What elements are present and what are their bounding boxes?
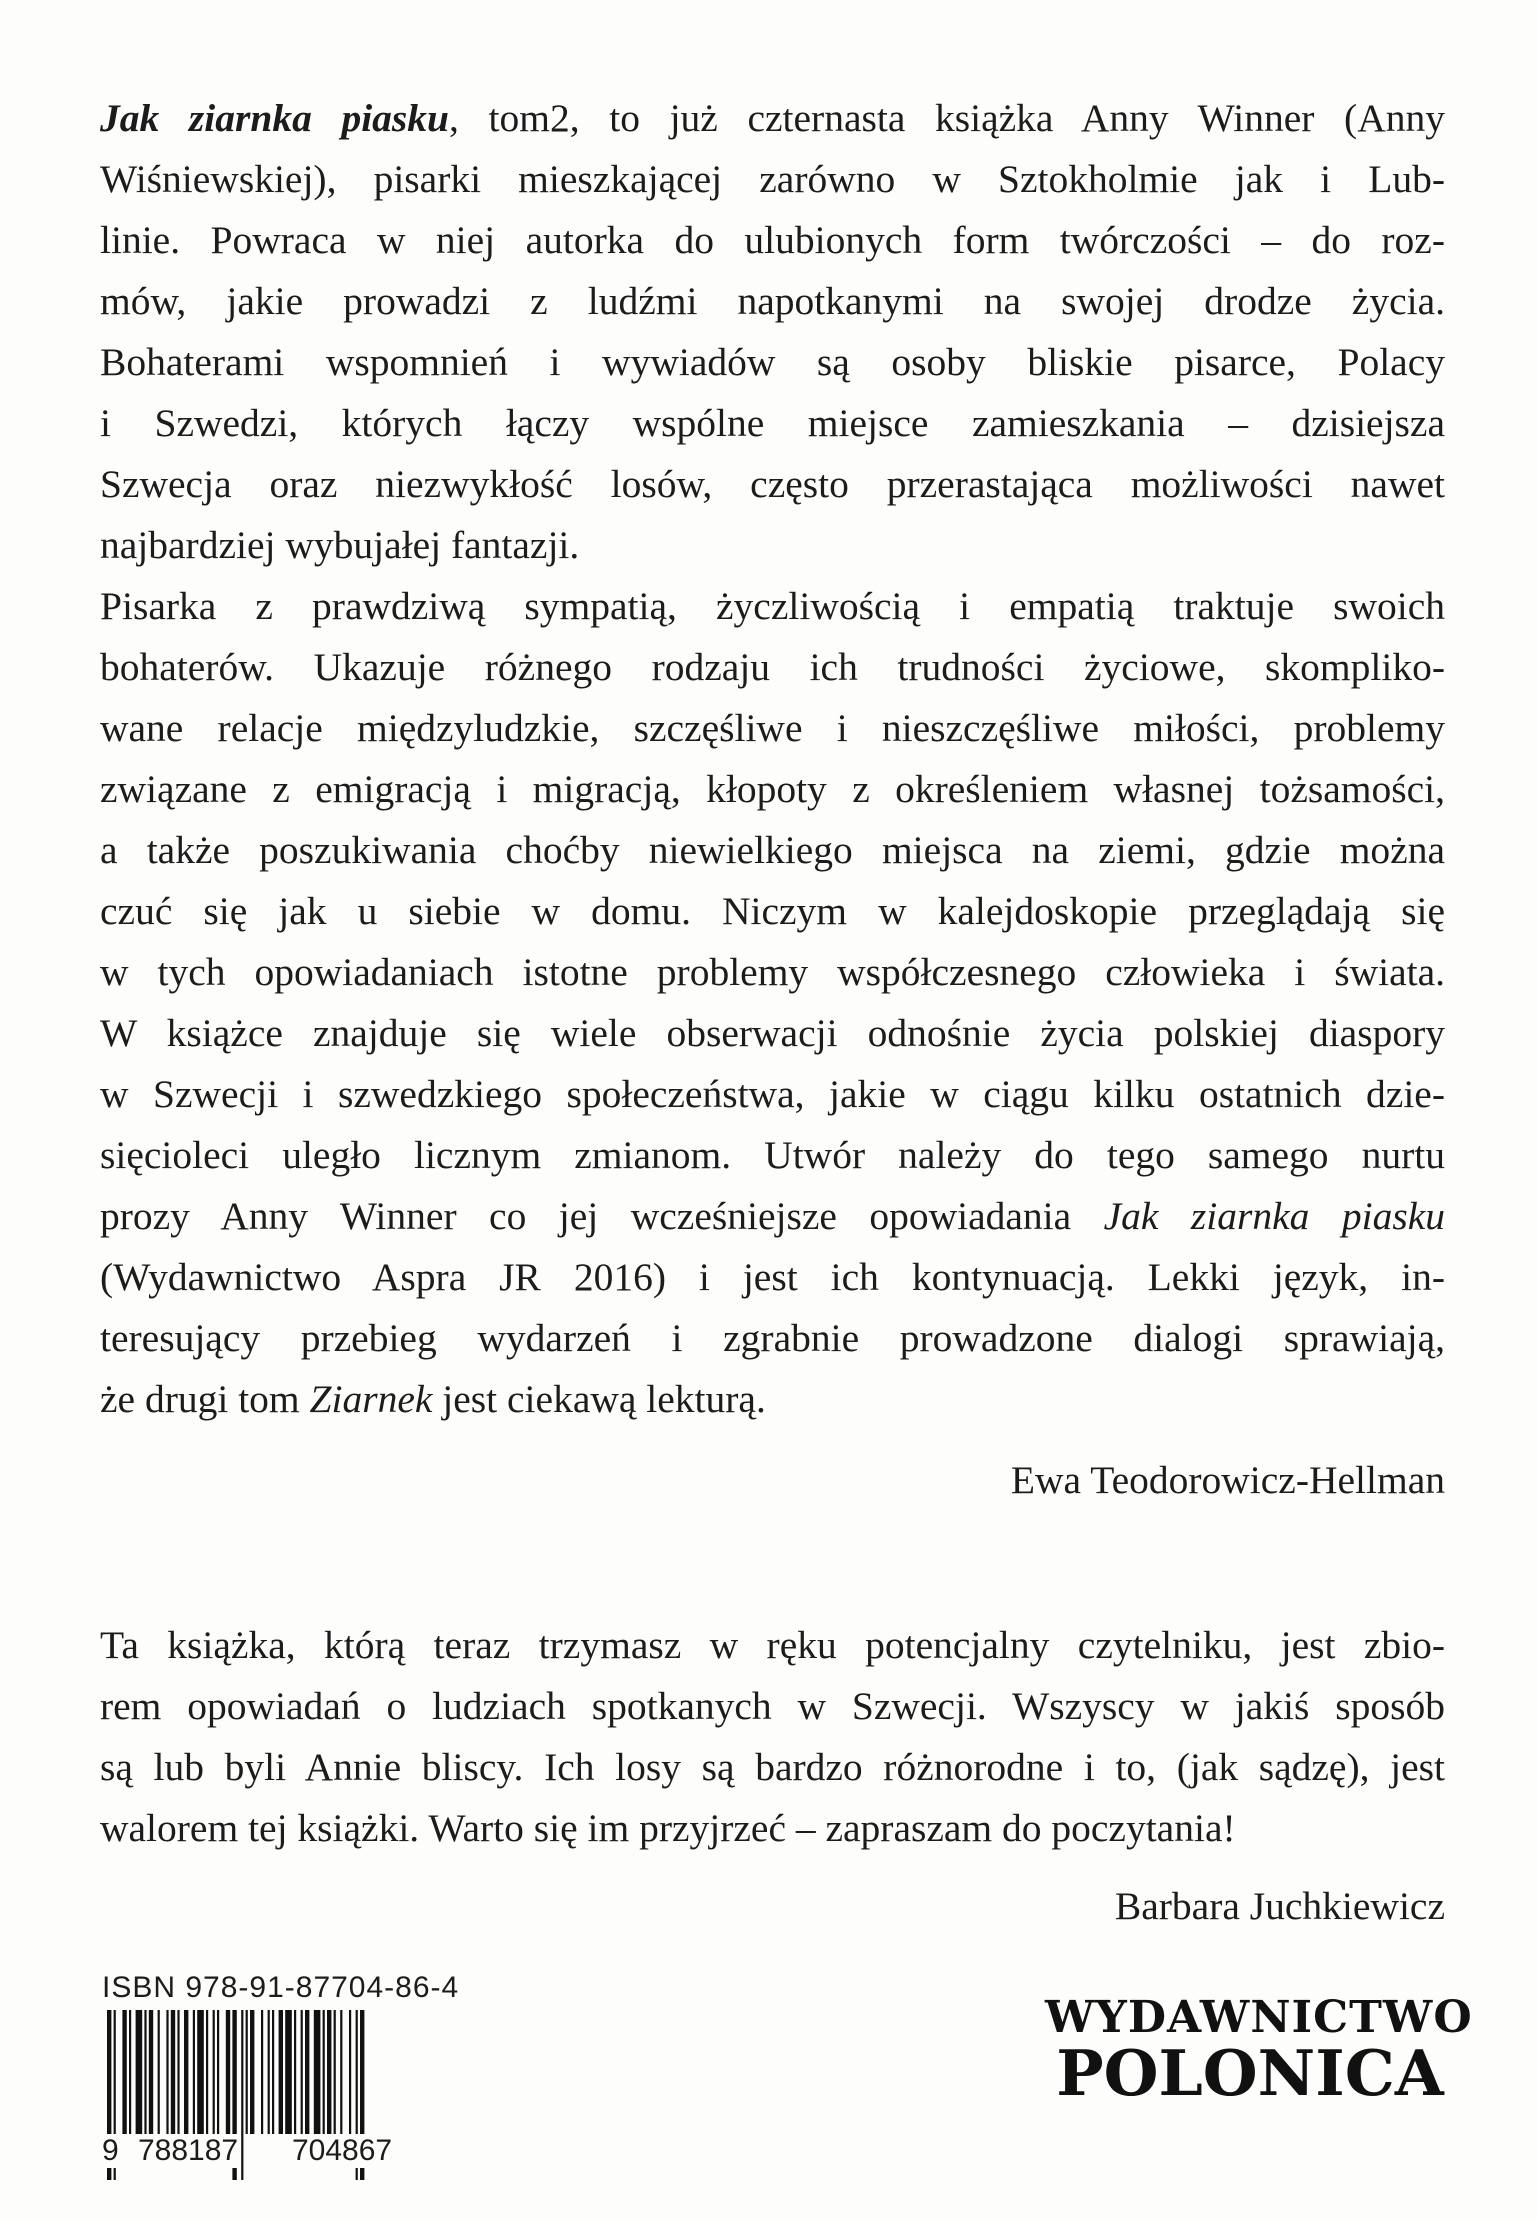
barcode-bar (122, 2010, 126, 2134)
text-line (100, 820, 1445, 881)
barcode-bar (314, 2010, 321, 2134)
text-run: w tych opowiadaniach istotne problemy współczesnego człowieka i świata. (100, 950, 1445, 994)
text-line (100, 149, 1445, 210)
barcode-bar (250, 2010, 254, 2134)
text-run: Bohaterami wspomnień i wywiadów są osoby bliskie pisarce, Polacy (100, 340, 1445, 384)
barcode-bar (171, 2010, 175, 2134)
text-run: wane relacje międzyludzkie, szczęśliwe i nieszczęśliwe miłości, problemy (100, 706, 1445, 750)
text-run: Ta książka, którą teraz trzymasz w ręku potencjalny czytelniku, jest zbio- (100, 1623, 1445, 1667)
text-line (100, 1125, 1445, 1186)
barcode-bar (268, 2010, 270, 2134)
review-text-1 (100, 88, 1445, 1430)
text-line (100, 1308, 1445, 1369)
barcode-digits-group-1: 788187 (138, 2134, 239, 2167)
text-run: i Szwedzi, których łączy wspólne miejsce zamieszkania – dzisiejsza (100, 401, 1445, 445)
text-line (100, 698, 1445, 759)
barcode-digit-first: 9 (102, 2134, 119, 2167)
barcode-bar (226, 2010, 230, 2134)
emphasized-title: Jak ziarnka piasku (100, 96, 450, 140)
text-run: mów, jakie prowadzi z ludźmi napotkanymi na swojej drodze życia. (100, 279, 1445, 323)
text-line (100, 1064, 1445, 1125)
barcode-bar (323, 2010, 325, 2134)
text-run: rem opowiadań o ludziach spotkanych w Szwecji. Wszyscy w jakiś sposób (100, 1684, 1445, 1728)
text-run: Szwecja oraz niezwykłość losów, często przerastająca możliwości nawet (100, 462, 1445, 506)
isbn-label: ISBN 978-91-87704-86-4 (102, 1971, 460, 2004)
barcode-digits-group-2: 704867 (292, 2134, 393, 2167)
text-line (100, 1798, 1445, 1859)
publisher-logo-line-2: POLONICA (1056, 2036, 1444, 2110)
text-run: (Wydawnictwo Aspra JR 2016) i jest ich kontynuacją. Lekki język, in- (100, 1255, 1445, 1299)
barcode-bar (279, 2010, 283, 2134)
text-line (100, 1676, 1445, 1737)
text-line (100, 454, 1445, 515)
review-author-1: Ewa Teodorowicz-Hellman (1010, 1458, 1445, 1502)
text-line (100, 271, 1445, 332)
text-line (100, 942, 1445, 1003)
publisher-logo-line-1: WYDAWNICTWO (1045, 1992, 1473, 2043)
text-run: prozy Anny Winner co jej wcześniejsze opowiadania (100, 1194, 1104, 1238)
text-line (100, 88, 1445, 149)
emphasized-title: Jak ziarnka piasku (1103, 1194, 1445, 1238)
text-run: najbardziej wybujałej fantazji. (100, 523, 580, 567)
text-run: teresujący przebieg wydarzeń i zgrabnie prowadzone dialogi sprawiają, (100, 1316, 1445, 1360)
review-author-2: Barbara Juchkiewicz (1114, 1884, 1445, 1928)
text-line (100, 393, 1445, 454)
barcode-bar (272, 2010, 274, 2134)
text-line (100, 1003, 1445, 1064)
barcode-bar (149, 2010, 153, 2134)
text-line (100, 1615, 1445, 1676)
barcode-bar (129, 2010, 131, 2134)
text-run: związane z emigracją i migracją, kłopoty z określeniem własnej tożsamości, (100, 767, 1445, 811)
text-run: , tom2, to już czternasta książka Anny Winner (Anny (449, 96, 1445, 140)
text-line (100, 637, 1445, 698)
barcode-bar (285, 2010, 292, 2134)
text-run: a także poszukiwania choćby niewielkiego miejsca na ziemi, gdzie można (100, 828, 1445, 872)
barcode-bar (246, 2010, 248, 2134)
text-run: są lub byli Annie bliscy. Ich losy są bardzo różnorodne i to, (jak sądzę), jest (100, 1745, 1445, 1789)
text-line (100, 1369, 1445, 1430)
text-run: linie. Powraca w niej autorka do ulubionych form twórczości – do roz- (100, 218, 1445, 262)
text-line (100, 881, 1445, 942)
barcode-bar (349, 2010, 351, 2134)
barcode-digits (100, 2134, 470, 2182)
text-line (100, 576, 1445, 637)
text-line (100, 332, 1445, 393)
barcode-bar (193, 2010, 195, 2134)
text-run: że drugi tom (100, 1377, 310, 1421)
text-run: Pisarka z prawdziwą sympatią, życzliwością i empatią traktuje swoich (100, 584, 1445, 628)
barcode-bar (213, 2010, 215, 2134)
barcode-bar (206, 2010, 208, 2134)
barcode-bar (334, 2010, 336, 2134)
emphasized-title: Ziarnek (309, 1377, 433, 1421)
text-line (100, 210, 1445, 271)
text-run: czuć się jak u siebie w domu. Niczym w kalejdoskopie przeglądają się (100, 889, 1445, 933)
text-run: w Szwecji i szwedzkiego społeczeństwa, jakie w ciągu kilku ostatnich dzie- (100, 1072, 1445, 1116)
barcode-bar (184, 2010, 188, 2134)
barcode-bar (158, 2010, 160, 2134)
barcode-bar (197, 2010, 204, 2134)
barcode-bar (340, 2010, 342, 2134)
text-line (100, 1737, 1445, 1798)
text-run: Wiśniewskiej), pisarki mieszkającej zarówno w Sztokholmie jak i Lub- (100, 157, 1445, 201)
barcode-bar (177, 2010, 179, 2134)
barcode-bar (327, 2010, 331, 2134)
text-line (100, 515, 1445, 576)
text-line (100, 1247, 1445, 1308)
barcode-bar (261, 2010, 263, 2134)
barcode-bar (294, 2010, 296, 2134)
text-line (100, 1186, 1445, 1247)
text-run: bohaterów. Ukazuje różnego rodzaju ich trudności życiowe, skompliko- (100, 645, 1445, 689)
review-text-2 (100, 1615, 1445, 1859)
barcode-bar (217, 2010, 219, 2134)
text-run: sięcioleci uległo licznym zmianom. Utwór należy do tego samego nurtu (100, 1133, 1445, 1177)
barcode-bar (305, 2010, 309, 2134)
text-run: W książce znajduje się wiele obserwacji odnośnie życia polskiej diaspory (100, 1011, 1445, 1055)
text-line (100, 759, 1445, 820)
barcode-bar (301, 2010, 303, 2134)
barcode-bar (144, 2010, 146, 2134)
text-run: walorem tej książki. Warto się im przyjrzeć – zapraszam do poczytania! (100, 1806, 1236, 1850)
barcode-bar (136, 2010, 143, 2134)
barcode-bar (166, 2010, 168, 2134)
text-run: jest ciekawą lekturą. (432, 1377, 766, 1421)
publisher-logo (1045, 1992, 1473, 2110)
